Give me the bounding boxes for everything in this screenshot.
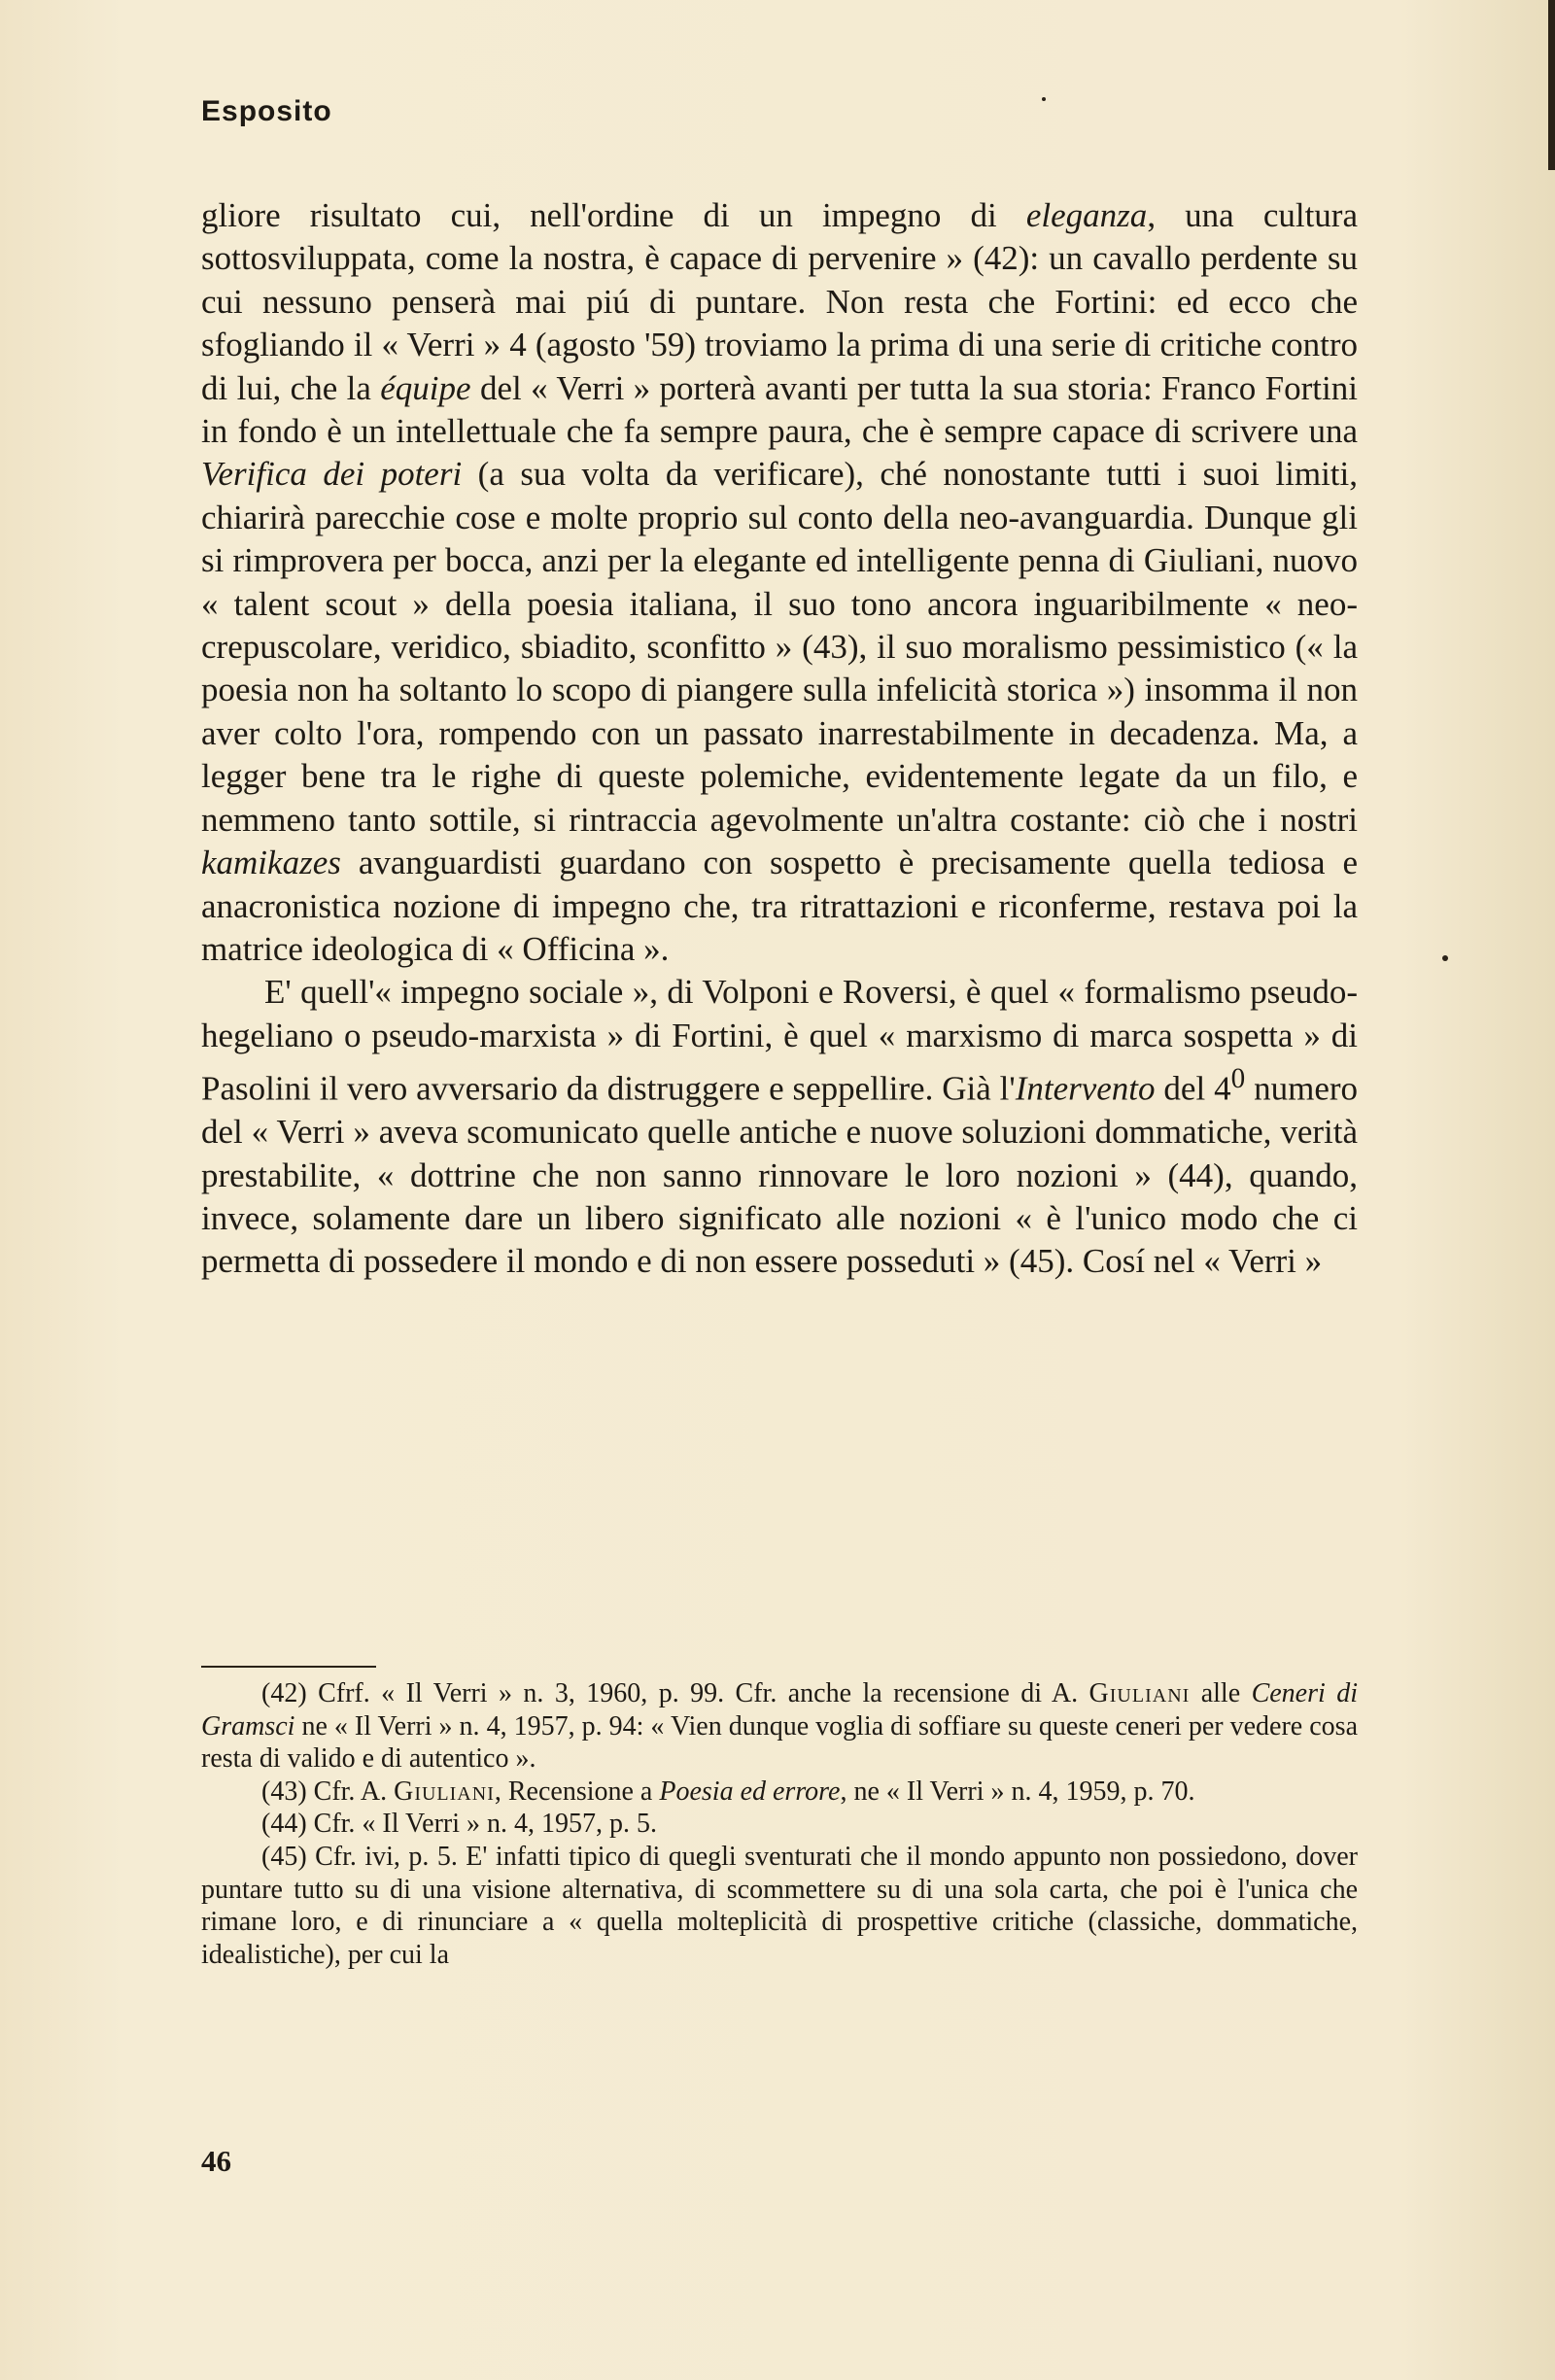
footnote-43 — [201, 1776, 1358, 1809]
page-edge-shadow — [1548, 0, 1555, 170]
footnote-44 — [201, 1808, 1358, 1841]
text-run: ne « Il Verri » n. 4, 1957, p. 94: « Vien dunque voglia di soffiare su queste ceneri per vedere cosa resta di valido e di autentico ». — [201, 1710, 1358, 1775]
footnote-rule — [201, 1666, 376, 1668]
italic-title: Ceneri di Gramsci — [201, 1678, 1358, 1742]
italic-term: Intervento — [1015, 1069, 1156, 1108]
footnote-45 — [201, 1841, 1358, 1971]
italic-title: Poesia ed errore — [659, 1776, 841, 1807]
text-run: , una cultura sottosviluppata, come la nostra, è capace di pervenire » (42): un cavallo perdente su cui nessuno penserà mai piú di puntare. Non resta che Fortini: ed ecco che sfogliando il « Verri » 4 (agosto '59) troviamo la prima di una serie di critiche contro di lui, che la — [201, 196, 1358, 407]
italic-term: kamikazes — [201, 844, 341, 882]
text-run: del « Verri » porterà avanti per tutta la sua storia: Franco Fortini in fondo è un intellettuale che fa sempre paura, che è sempre capace di scrivere una — [201, 368, 1358, 451]
italic-term: eleganza — [1025, 196, 1148, 234]
text-run: (a sua volta da verificare), ché nonostante tutti i suoi limiti, chiarirà parecchie cose e molte proprio sul conto della neo-avanguardia. Dunque gli si rimprovera per bocca, anzi per la elegante ed intelligente penna di Giuliani, nuovo « talent scout » della poesia italiana, il suo tono ancora inguaribilmente « neo-crepuscolare, veridico, sbiadito, sconfitto » (43), il suo moralismo pessimistico (« la poesia non ha soltanto lo scopo di piangere sulla infelicità storica ») insomma il non aver colto l'ora, rompendo con un passato inarrestabilmente in decadenza. Ma, a legger bene tra le righe di queste polemiche, evidentemente legate da un filo, e nemmeno tanto sottile, si rintraccia agevolmente un'altra costante: ciò che i nostri — [201, 455, 1358, 839]
author-name: Giuliani — [1088, 1678, 1191, 1708]
paragraph — [201, 194, 1358, 971]
author-name: Giuliani — [394, 1776, 495, 1807]
text-run: (42) Cfrf. « Il Verri » n. 3, 1960, p. 99. Cfr. anche la recensione di A. — [261, 1678, 1089, 1708]
page-number: 46 — [201, 2144, 231, 2178]
text-run: (44) Cfr. « Il Verri » n. 4, 1957, p. 5. — [261, 1809, 657, 1840]
paragraph — [201, 971, 1358, 1284]
text-run: avanguardisti guardano con sospetto è precisamente quella tediosa e anacronistica nozione di impegno che, tra ritrattazioni e riconferme, restava poi la matrice ideologica di « Officina ». — [201, 844, 1358, 968]
text-run: del 4 — [1155, 1069, 1231, 1108]
text-run: , ne « Il Verri » n. 4, 1959, p. 70. — [840, 1776, 1195, 1807]
text-run: (45) Cfr. ivi, p. 5. E' infatti tipico di quegli sventurati che il mondo appunto non possiedono, dover puntare tutto su di una visione alternativa, di scommettere su di una sola carta, che poi è l'unica che rimane loro, e di rinunciare a « quella molteplicità di prospettive critiche (classiche, dommatiche, idealistiche), per cui la — [201, 1841, 1358, 1970]
text-run: (43) Cfr. A. — [261, 1776, 395, 1807]
text-run: alle — [1190, 1678, 1252, 1708]
speck-mark — [1442, 955, 1448, 961]
speck-mark — [1042, 97, 1046, 101]
text-run: gliore risultato cui, nell'ordine di un impegno di — [201, 196, 1026, 234]
footnotes — [201, 1677, 1358, 1971]
text-run: numero del « Verri » aveva scomunicato quelle antiche e nuove soluzioni dommatiche, verità prestabilite, « dottrine che non sanno rinnovare le loro nozioni » (44), quando, invece, solamente dare un libero significato alle nozioni « è l'unico modo che ci permetta di possedere il mondo e di non essere posseduti » (45). Cosí nel « Verri » — [201, 1069, 1359, 1281]
text-run: E' quell'« impegno sociale », di Volponi e Roversi, è quel « formalismo pseudo-hegeliano o pseudo-marxista » di Fortini, è quel « marxismo di marca sospetta » di Pasolini il vero avversario da distruggere e seppellire. Già l' — [201, 973, 1358, 1108]
running-head: Esposito — [201, 95, 332, 127]
superscript: 0 — [1230, 1063, 1246, 1095]
italic-term: équipe — [380, 368, 471, 407]
text-run: , Recensione a — [494, 1776, 660, 1807]
footnote-42 — [201, 1677, 1358, 1776]
italic-term: Verifica dei poteri — [201, 455, 463, 494]
body-text — [201, 194, 1358, 1284]
